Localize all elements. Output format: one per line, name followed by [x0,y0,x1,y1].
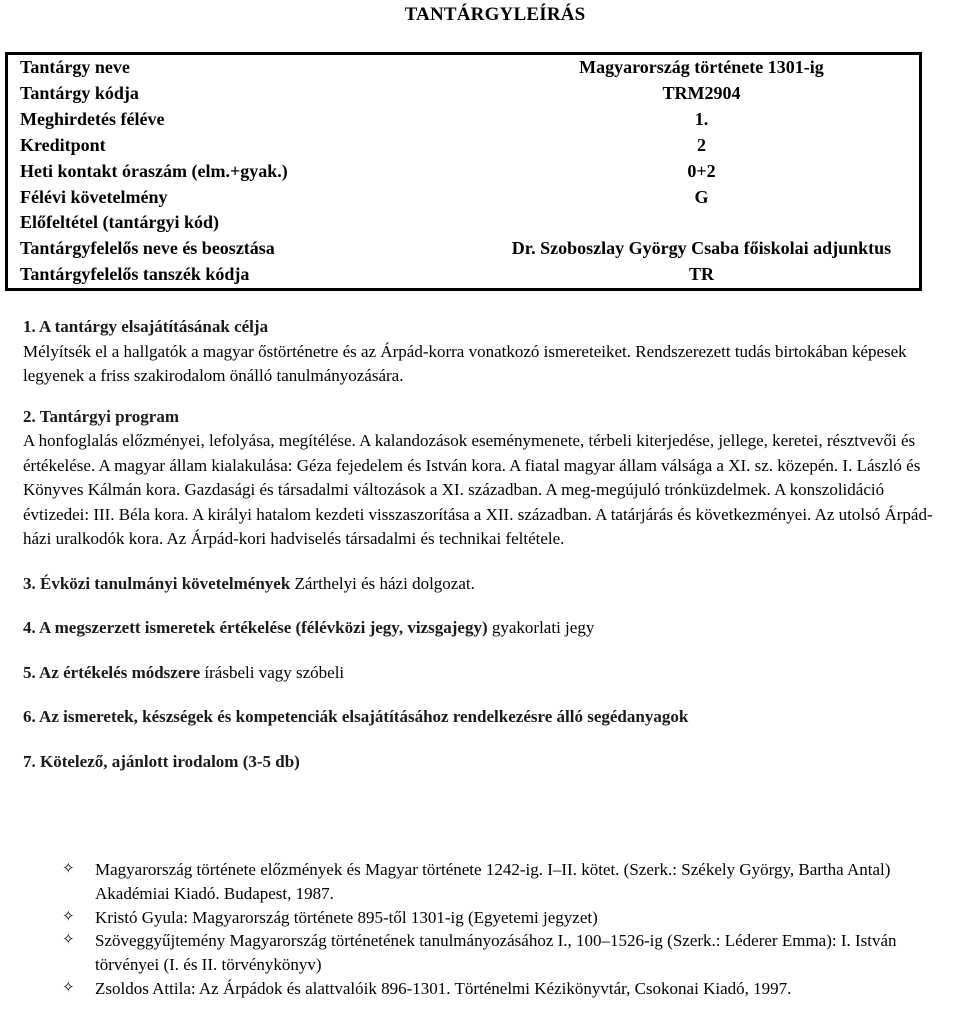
row-value: 1. [694,108,709,129]
section-heading: 2. Tantárgyi program [23,406,180,426]
course-sections [23,315,953,774]
table-row [7,133,921,159]
row-label: Meghirdetés féléve [20,108,165,129]
row-label: Tantárgy neve [20,57,130,78]
row-value: G [694,186,709,207]
row-label: Félévi követelmény [20,186,168,207]
section-4 [23,616,953,641]
row-label: Tantárgyfelelős tanszék kódja [20,264,250,285]
table-row [7,159,921,185]
section-heading: 4. A megszerzett ismeretek értékelése (félévközi jegy, vizsgajegy) [23,618,488,637]
bullet-icon: ✧ [62,932,75,949]
table-row [7,107,921,133]
bullet-icon: ✧ [62,979,75,996]
row-value: 2 [696,134,706,155]
row-value: TRM2904 [662,83,741,104]
list-item [62,977,957,1001]
row-label: Tantárgy kódja [20,83,139,104]
section-heading: 6. Az ismeretek, készségek és kompetenciák elsajátításához rendelkezésre álló segédanyagok [23,707,689,726]
row-value: 0+2 [687,160,716,181]
row-value [316,210,921,236]
list-item [62,906,957,930]
bullet-icon: ✧ [62,908,75,925]
literature-list [62,858,957,1001]
course-info-table [5,52,922,291]
literature-entry: Magyarország története előzmények és Magyar története 1242-ig. I–II. kötet. (Szerk.: Székely György, Bartha Antal) Akadémiai Kiadó. Budapest, 1987. [95,860,891,903]
row-value: Magyarország története 1301-ig [579,57,824,78]
table-row [7,262,921,289]
list-item [62,858,957,906]
section-body: Mélyítsék el a hallgatók a magyar őstörténetre és az Árpád-korra vonatkozó ismereteiket. Rendszerezett tudás birtokában képesek legyenek a friss szakirodalom önálló tanulmányozására. [23,341,907,385]
section-body: gyakorlati jegy [487,618,595,637]
literature-entry: Zsoldos Attila: Az Árpádok és alattvalóik 896-1301. Történelmi Kézikönyvtár, Csokonai Kiadó, 1997. [95,978,792,998]
table-row [7,54,921,81]
table-row [7,236,921,262]
table-row [7,184,921,210]
section-heading: 1. A tantárgy elsajátításának célja [23,317,269,336]
bullet-icon: ✧ [62,861,75,877]
row-label: Kreditpont [20,134,106,155]
document-title: TANTÁRGYLEÍRÁS [404,4,586,25]
list-item [62,929,957,977]
section-body: írásbeli vagy szóbeli [200,662,345,682]
row-value: TR [688,264,714,285]
section-body: Zárthelyi és házi dolgozat. [290,573,475,593]
row-value: Dr. Szoboszlay György Csaba főiskolai adjunktus [511,238,892,259]
section-heading: 5. Az értékelés módszere [23,662,201,682]
section-body: A honfoglalás előzményei, lefolyása, megítélése. A kalandozások eseménymenete, térbeli kiterjedése, jellege, keretei, résztvevői és értékelése. A magyar állam kialakulása: Géza fejedelem és István kora. A fiatal magyar állam válsága a XI. sz. közepén. I. László és Könyves Kálmán kora. Gazdasági és társadalmi változások a XI. században. A meg-megújuló trónküzdelmek. A konszolidáció évtizedei: III. Béla kora. A királyi hatalom kezdeti visszaszorítása a XII. században. A tatárjárás és következményei. Az utolsó Árpád-házi uralkodók kora. Az Árpád-kori hadviselés társadalmi és technikai feltétele. [23,431,933,548]
section-3 [23,572,953,597]
literature-entry: Szöveggyűjtemény Magyarország történetének tanulmányozásához I., 100–1526-ig (Szerk.: Léderer Emma): I. István törvényei (I. és II. törvénykönyv) [95,931,897,975]
row-label: Előfeltétel (tantárgyi kód) [20,212,219,233]
table-row [7,210,921,236]
row-label: Heti kontakt óraszám (elm.+gyak.) [20,160,288,181]
section-heading: 3. Évközi tanulmányi követelmények [23,573,291,593]
literature-entry: Kristó Gyula: Magyarország története 895-től 1301-ig (Egyetemi jegyzet) [95,907,598,927]
section-heading: 7. Kötelező, ajánlott irodalom (3-5 db) [23,751,300,771]
section-5 [23,661,953,686]
row-label: Tantárgyfelelős neve és beosztása [20,238,275,259]
table-row [7,81,921,107]
